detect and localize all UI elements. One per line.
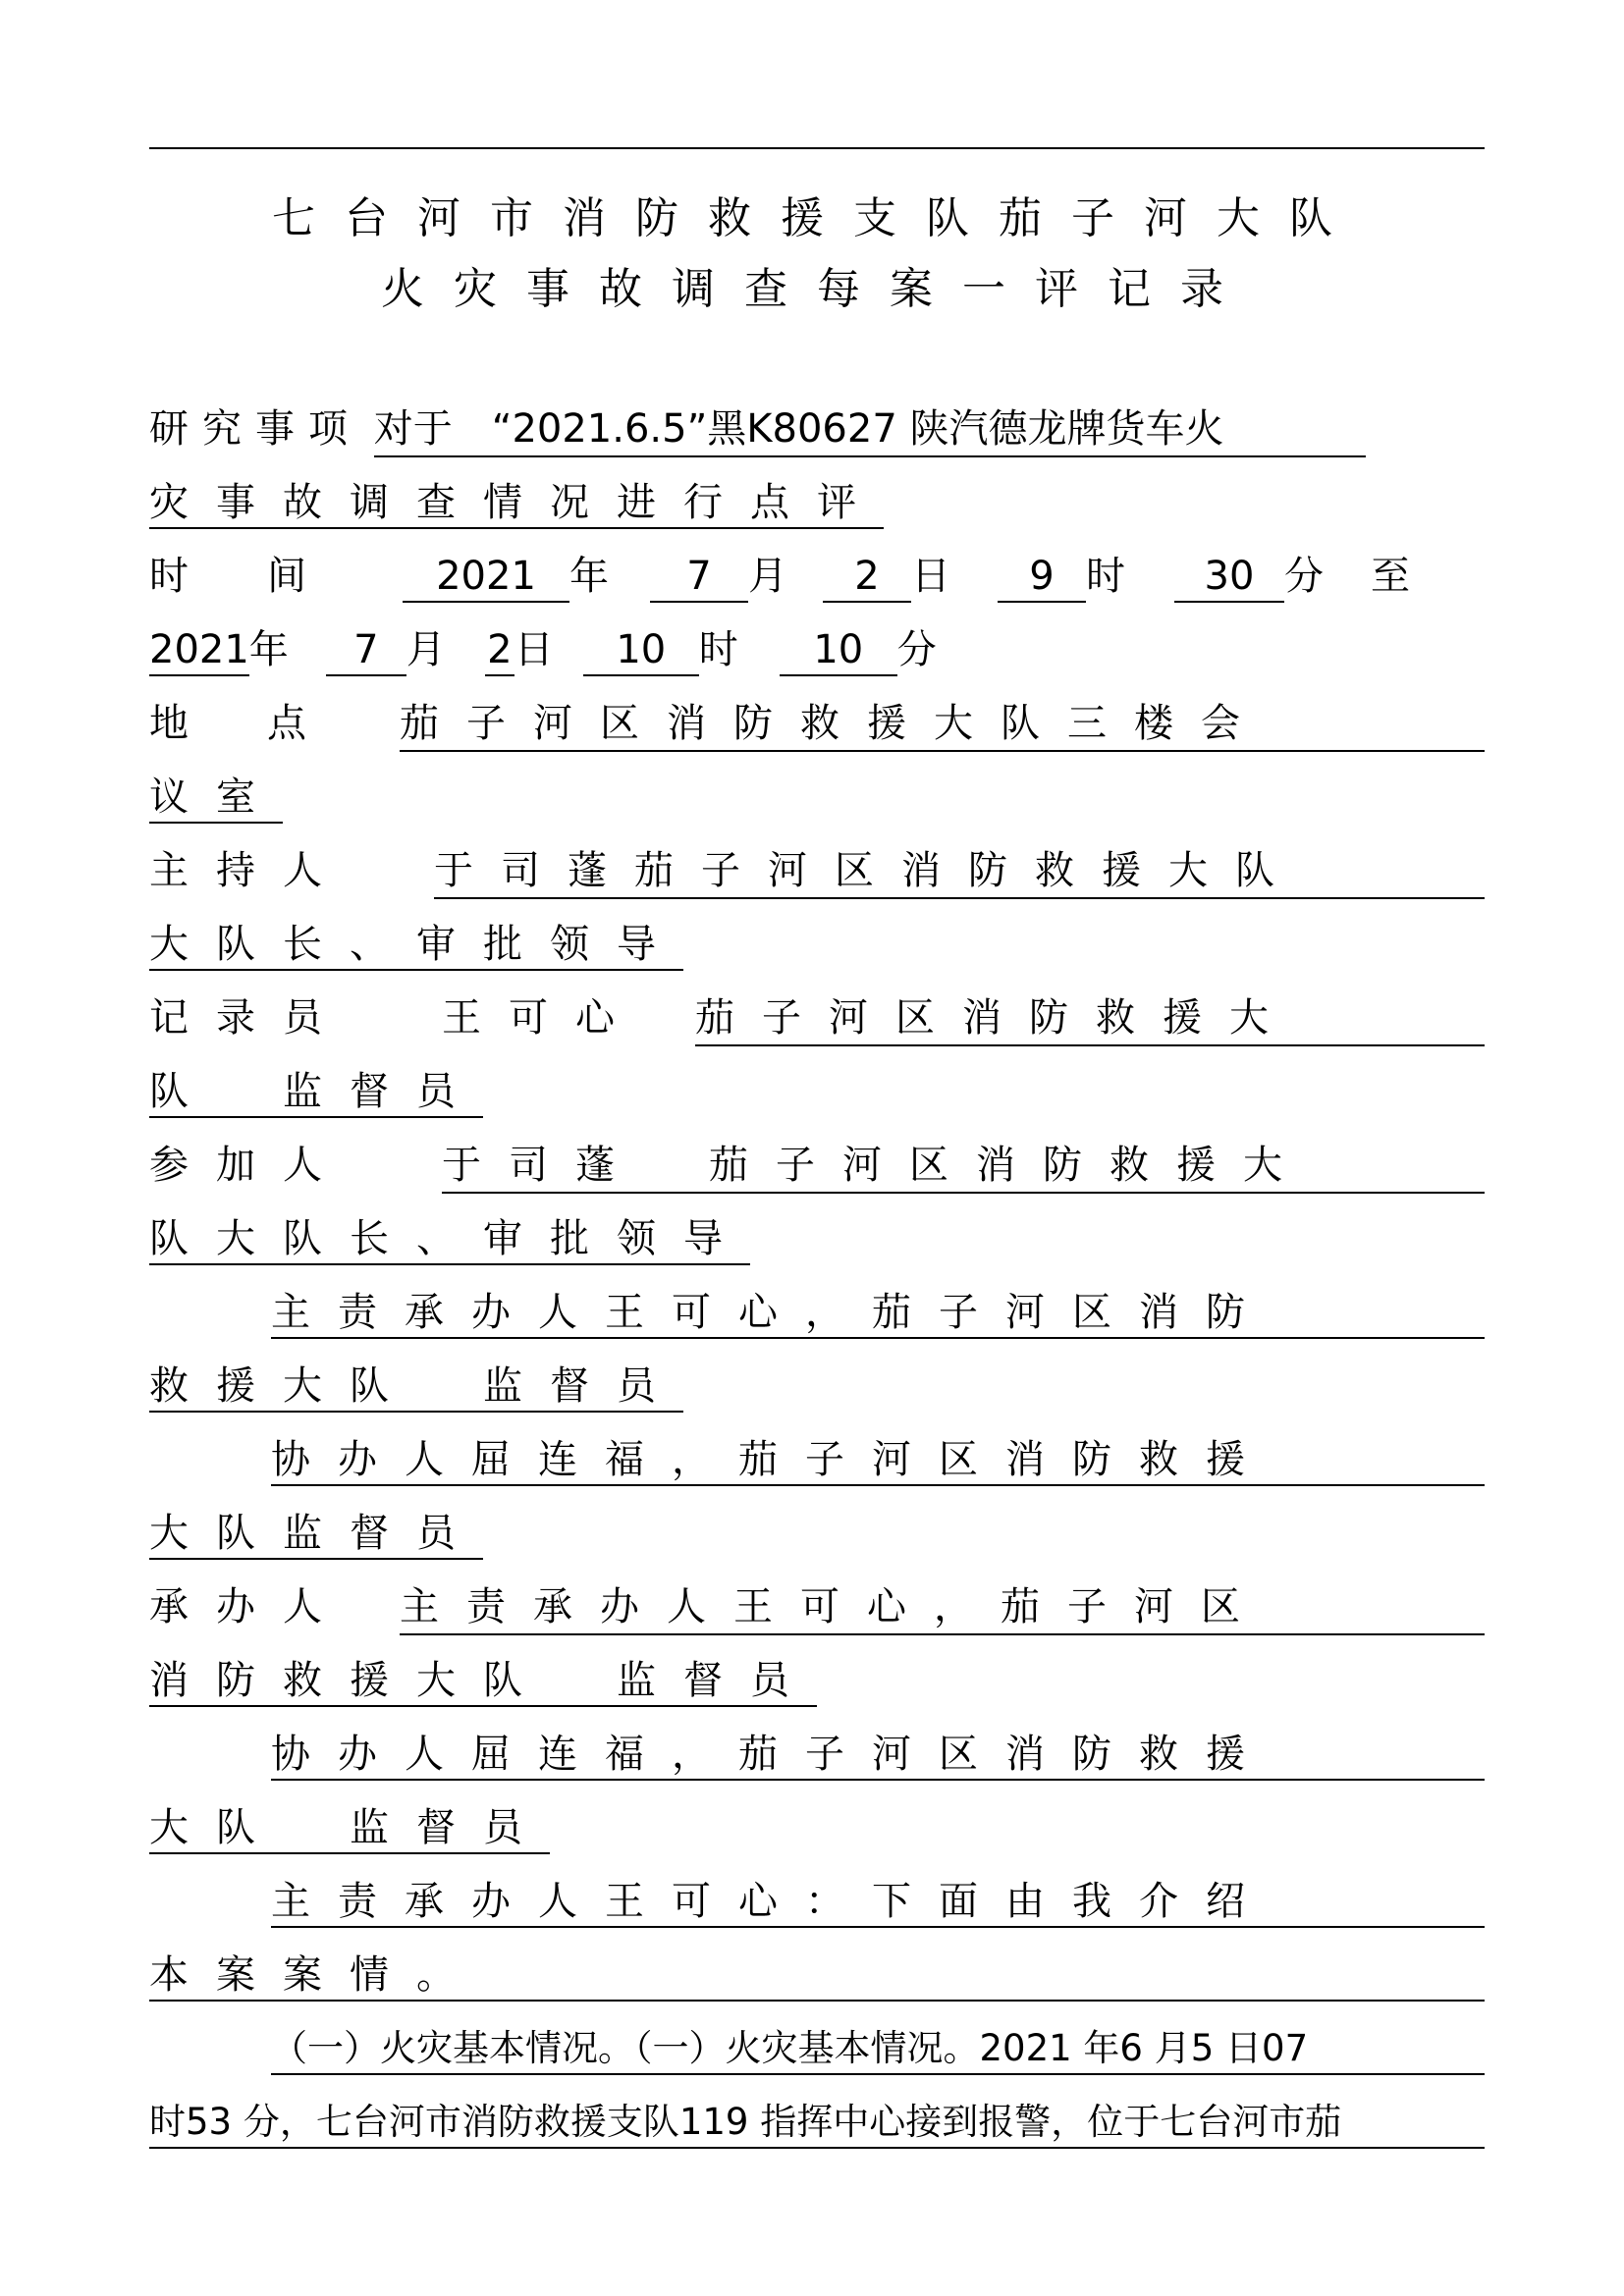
participants-text-3: 主责承办人王可心，茄子河区消防 <box>271 1288 1485 1339</box>
subject-text-1: 对于 “2021.6.5”黑K80627 陕汽德龙牌货车火 <box>374 404 1366 457</box>
start-year: 2021 <box>403 552 569 603</box>
host-text-1: 于司蓬茄子河区消防救援大队 <box>434 846 1485 899</box>
start-month: 7 <box>650 552 748 603</box>
recorder-text-1: 茄子河区消防救援大 <box>695 993 1485 1046</box>
end-year-unit: 年 <box>248 627 289 672</box>
subject-row <box>149 404 1485 457</box>
top-rule <box>149 147 1485 149</box>
time-row <box>149 552 1485 603</box>
participants-text-6: 大队监督员 <box>149 1511 483 1560</box>
start-hour: 9 <box>998 552 1086 603</box>
time-label: 时 间 <box>149 554 306 599</box>
participants-text-1: 于司蓬 茄子河区消防救援大 <box>442 1141 1485 1194</box>
host-text-2: 大队长、审批领导 <box>149 922 683 971</box>
participants-row-3 <box>149 1288 1485 1339</box>
start-hour-unit: 时 <box>1086 554 1125 599</box>
section1-text-2: 时53 分，七台河市消防救援支队119 指挥中心接到报警，位于七台河市茄 <box>149 2098 1485 2149</box>
participants-row-4 <box>149 1362 1485 1411</box>
start-year-unit: 年 <box>569 554 609 599</box>
participants-text-5: 协办人屈连福，茄子河区消防救援 <box>271 1435 1485 1486</box>
handler-text-3: 协办人屈连福，茄子河区消防救援 <box>271 1730 1485 1781</box>
start-day: 2 <box>823 552 911 603</box>
section1-row-2 <box>149 2098 1485 2149</box>
end-minute-unit: 分 <box>896 627 937 672</box>
end-day: 2 <box>485 625 514 676</box>
handler-label: 承办人 <box>149 1584 350 1629</box>
host-row <box>149 846 1485 899</box>
subject-row-2 <box>149 478 1485 527</box>
start-minute: 30 <box>1174 552 1284 603</box>
recorder-label: 记录员 <box>149 995 350 1041</box>
title-line-1: 七台河市消防救援支队茄子河大队 <box>272 193 1362 243</box>
participants-row <box>149 1141 1485 1194</box>
handler-row-4 <box>149 1803 1485 1852</box>
end-hour-unit: 时 <box>698 627 738 672</box>
speech-row <box>149 1877 1485 1928</box>
end-day-unit: 日 <box>514 627 554 672</box>
end-month: 7 <box>326 625 406 676</box>
end-month-unit: 月 <box>406 627 446 672</box>
handler-text-2: 消防救援大队 监督员 <box>149 1658 817 1707</box>
section1-text-1: （一）火灾基本情况。（一）火灾基本情况。2021 年6 月5 日07 <box>271 2024 1485 2075</box>
recorder-row-2 <box>149 1067 1485 1116</box>
handler-row-3 <box>149 1730 1485 1781</box>
time-to: 至 <box>1371 554 1410 599</box>
participants-row-2 <box>149 1214 1485 1263</box>
recorder-row <box>149 993 1485 1046</box>
handler-row <box>149 1582 1485 1635</box>
location-text-1: 茄子河区消防救援大队三楼会 <box>400 699 1485 752</box>
handler-row-2 <box>149 1656 1485 1705</box>
start-month-unit: 月 <box>748 554 787 599</box>
location-text-2: 议室 <box>149 774 283 824</box>
start-minute-unit: 分 <box>1284 554 1324 599</box>
time-row-2 <box>149 625 1485 676</box>
end-hour: 10 <box>583 625 699 676</box>
recorder-name: 王可心 <box>442 995 642 1041</box>
host-label: 主持人 <box>149 848 350 893</box>
participants-text-2: 队大队长、审批领导 <box>149 1216 750 1265</box>
end-minute: 10 <box>780 625 897 676</box>
title-line-2: 火灾事故调查每案一评记录 <box>381 264 1253 314</box>
location-label: 地 点 <box>149 701 306 746</box>
participants-text-4: 救援大队 监督员 <box>149 1363 683 1413</box>
participants-row-6 <box>149 1509 1485 1558</box>
subject-label: 研究事项 <box>149 406 361 452</box>
location-row-2 <box>149 773 1485 822</box>
handler-text-1: 主责承办人王可心，茄子河区 <box>400 1582 1485 1635</box>
handler-text-4: 大队 监督员 <box>149 1805 550 1854</box>
speech-row-2 <box>149 1950 1485 2002</box>
location-row <box>149 699 1485 752</box>
host-row-2 <box>149 920 1485 969</box>
end-year: 2021 <box>149 627 249 676</box>
speech-text-1: 主责承办人王可心：下面由我介绍 <box>271 1877 1485 1928</box>
section1-row <box>149 2024 1485 2075</box>
speech-text-2: 本案案情。 <box>149 1950 1485 2002</box>
participants-row-5 <box>149 1435 1485 1486</box>
start-day-unit: 日 <box>911 554 950 599</box>
subject-text-2: 灾事故调查情况进行点评 <box>149 480 884 529</box>
participants-label: 参加人 <box>149 1143 350 1188</box>
recorder-text-2: 队 监督员 <box>149 1069 483 1118</box>
